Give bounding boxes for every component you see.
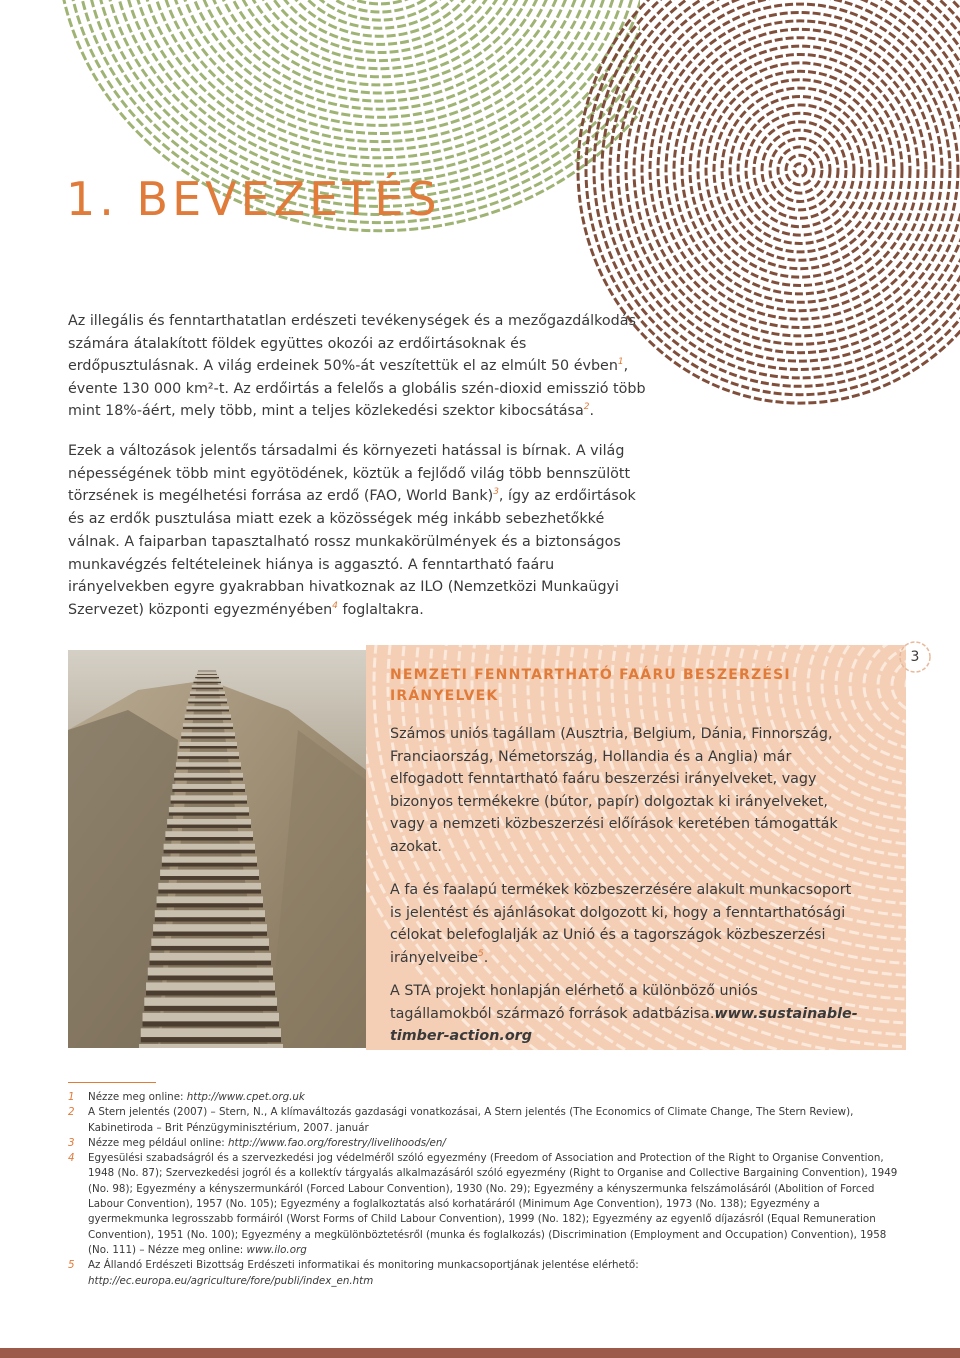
- footnote-link[interactable]: http://ec.europa.eu/agriculture/fore/publi/index_en.htm: [88, 1274, 374, 1287]
- footnote-item: [68, 1136, 898, 1151]
- footnote-link[interactable]: http://www.cpet.org.uk: [186, 1091, 305, 1103]
- footnote-number: 4: [68, 1152, 75, 1165]
- footnote-text: A Stern jelentés (2007) – Stern, N., A klímaváltozás gazdasági vonatkozásai, A Stern jelentés (The Economics of Climate Change, The Stern Review), Kabinetiroda – Brit Pénzügyminisztérium, 2007. január: [88, 1106, 854, 1134]
- page-number: 3: [898, 640, 932, 674]
- bottom-bar: [0, 1348, 960, 1358]
- footnote-ref-4[interactable]: 4: [332, 601, 338, 612]
- footnote-item: [68, 1258, 898, 1289]
- footnote-number: 5: [68, 1259, 75, 1272]
- footnote-item: [68, 1090, 898, 1105]
- footnote-text: Az Állandó Erdészeti Bizottság Erdészeti informatikai és monitoring munkacsoportjának jelentése elérhető:: [88, 1259, 639, 1272]
- page-title: 1. BEVEZETÉS: [66, 172, 441, 226]
- box-paragraph-1: Számos uniós tagállam (Ausztria, Belgium, Dánia, Finnország, Franciaország, Németország, Hollandia és a Anglia) már elfogadott fenntartható faáru beszerzési irányelveket, vagy bizonyos termékekre (bútor, papír) dolgoztak ki irányelveket, vagy a nemzeti közbeszerzési előírások keretében támogatták azokat.: [390, 726, 838, 855]
- footnote-divider: [68, 1082, 156, 1083]
- box-title: NEMZETI FENNTARTHATÓ FAÁRU BESZERZÉSI IRÁNYELVEK: [390, 667, 791, 704]
- footnote-text: Nézze meg online:: [88, 1091, 187, 1103]
- footnote-ref-1[interactable]: 1: [617, 357, 624, 368]
- footnote-link[interactable]: http://www.fao.org/forestry/livelihoods/en/: [228, 1136, 446, 1149]
- footnote-ref-5[interactable]: 5: [478, 948, 484, 959]
- box-paragraph-2: A fa és faalapú termékek közbeszerzésére alakult munkacsoport is jelentést és ajánlásokat dolgozott ki, hogy a fenntarthatósági célokat belefoglalják az Unió és a tagországok közbeszerzési irányelveibe$^5$.: [390, 882, 852, 966]
- footnote-item: [68, 1105, 898, 1136]
- box-paragraph-3: A STA projekt honlapján elérhető a különböző uniós tagállamokból származó források adatbázisa.www.sustainable-timber-action.org: [390, 983, 858, 1044]
- info-box: [390, 665, 860, 1048]
- footnote-link[interactable]: www.ilo.org: [246, 1243, 307, 1256]
- footnote-item: [68, 1151, 898, 1258]
- footnote-ref-2[interactable]: 2: [583, 402, 590, 413]
- footnote-text: Nézze meg például online:: [88, 1136, 229, 1149]
- footnote-text: Egyesülési szabadságról és a szervezkedési jog védelméről szóló egyezmény (Freedom of Association and Protection of the Right to Organise Convention, 1948 (No. 87); Szervezkedési jogról és a kollektív tárgyalás alkalmazásáról szóló egyezmény (Right to Organise and Collective Bargaining Convention), 1949 (No. 98); Egyezmény a kényszermunkáról (Forced Labour Convention), 1930 (No. 29); Egyezmény a kényszermunka felszámolásáról (Abolition of Forced Labour Convention), 1957 (No. 105); Egyezmény a foglalkoztatás alsó korhatáráról (Minimum Age Convention), 1973 (No. 138); Egyezmény a gyermekmunka legrosszabb formáiról (Worst Forms of Child Labour Convention), 1999 (No. 182); Egyezmény az egyenlő díjazásról (Equal Remuneration Convention), 1951 (No. 100); Egyezmény a megkülönböztetésről (munka és foglalkozás) (Discrimination (Employment and Occupation) Convention), 1958 (No. 111) – Nézze meg online:: [88, 1152, 898, 1256]
- footnote-number: 3: [68, 1136, 75, 1149]
- body-paragraph: Ezek a változások jelentős társadalmi és környezeti hatással is bírnak. A világ népességének több mint egyötödének, köztük a fejlődő világ több bennszülött törzsének is megélhetési forrása az erdő (FAO, World Bank)$^3$, így az erdőirtások és az erdők pusztulása miatt ezek a közösségek még inkább sebezhetőkké válnak. A faiparban tapasztalható rossz munkakörülmények és a biztonságos munkavégzés feltételeinek hiánya is aggasztó. A fenntartható faáru irányelvekben egyre gyakrabban hivatkoznak az ILO (Nemzetközi Munkaügyi Szervezet) központi egyezményében$^4$ foglaltakra.: [68, 443, 636, 618]
- footnote-number: 1: [68, 1091, 75, 1103]
- footnote-number: 2: [68, 1106, 75, 1119]
- sta-website-link[interactable]: www.sustainable-timber-action.: [390, 1005, 858, 1044]
- footnotes-list: [68, 1090, 898, 1289]
- intro-paragraph: Az illegális és fenntarthatatlan erdészeti tevékenységek és a mezőgazdálkodás számára átalakított földek együttes okozói az erdőirtásoknak és erdőpusztulásnak. A világ erdeinek 50%-át veszítettük el az elmúlt 50 évben$^1$, évente 130 000 km²-t. Az erdőirtás a felelős a globális szén-dioxid emisszió több mint 18%-áért, mely több, mint a teljes közlekedési szektor kibocsátása$^2$.: [68, 313, 646, 419]
- stairs-photo: [68, 650, 366, 1048]
- footnote-ref-3[interactable]: 3: [493, 487, 499, 498]
